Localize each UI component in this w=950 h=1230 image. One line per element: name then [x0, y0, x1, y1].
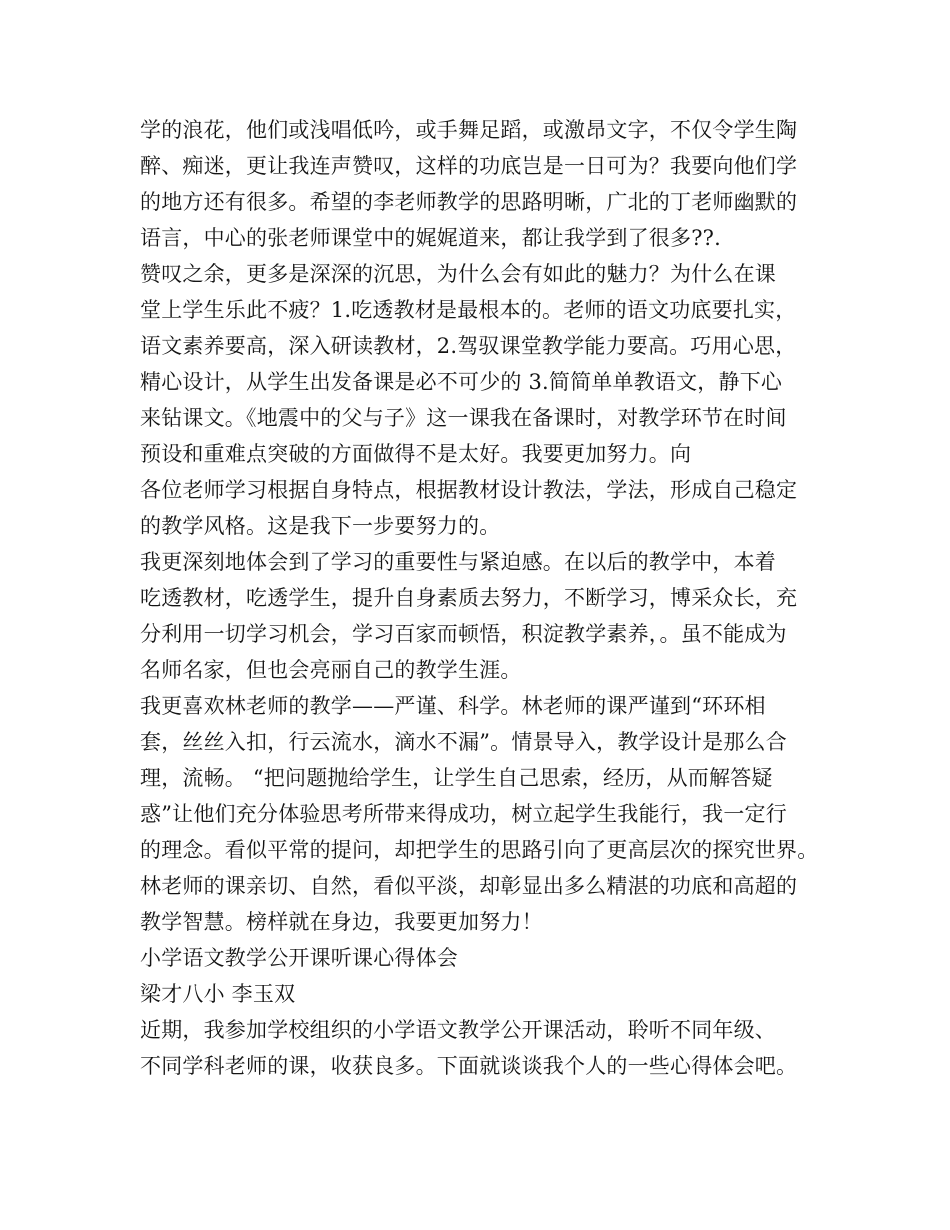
text-line: 教学智慧。榜样就在身边，我要更加努力！: [140, 910, 543, 934]
text-line: 的地方还有很多。希望的李老师教学的思路明晰，广北的丁老师幽默的: [140, 190, 798, 214]
text-line: 惑”让他们充分体验思考所带来得成功，树立起学生我能行，我一定行: [140, 802, 787, 826]
text-line: 堂上学生乐此不疲？1.吃透教材是最根本的。老师的语文功底要扎实，: [140, 298, 797, 322]
text-line: 林老师的课亲切、自然，看似平淡，却彰显出多么精湛的功底和高超的: [140, 874, 798, 898]
text-line: 套，丝丝入扣，行云流水，滴水不漏”。情景导入，教学设计是那么合: [140, 730, 787, 754]
text-line: 语文素养要高，深入研读教材，2.驾驭课堂教学能力要高。巧用心思，: [140, 334, 797, 358]
text-line: 的教学风格。这是我下一步要努力的。: [140, 514, 501, 538]
text-line: 醉、痴迷，更让我连声赞叹，这样的功底岂是一日可为？我要向他们学: [140, 154, 798, 178]
text-line: 预设和重难点突破的方面做得不是太好。我要更加努力。向: [140, 442, 692, 466]
text-line: 语言，中心的张老师课堂中的娓娓道来，都让我学到了很多??.: [140, 226, 721, 250]
text-line: 近期，我参加学校组织的小学语文教学公开课活动，聆听不同年级、: [140, 1018, 776, 1042]
text-line: 吃透教材，吃透学生，提升自身素质去努力，不断学习，博采众长，充: [140, 586, 798, 610]
text-line: 精心设计，从学生出发备课是必不可少的 3.简简单单教语文，静下心: [140, 370, 783, 394]
text-line: 我更深刻地体会到了学习的重要性与紧迫感。在以后的教学中，本着: [140, 550, 776, 574]
author-line: 梁才八小 李玉双: [140, 982, 296, 1006]
text-line: 分利用一切学习机会，学习百家而顿悟，积淀教学素养，。虽不能成为: [140, 622, 787, 646]
text-line: 的理念。看似平常的提问，却把学生的思路引向了更高层次的探究世界。: [140, 838, 819, 862]
text-line: 各位老师学习根据自身特点，根据教材设计教法，学法，形成自己稳定: [140, 478, 798, 502]
text-line: 我更喜欢林老师的教学——严谨、科学。林老师的课严谨到“环环相: [140, 694, 766, 718]
text-line: 理，流畅。 “把问题抛给学生，让学生自己思索，经历，从而解答疑: [140, 766, 773, 790]
text-line: 来钻课文。《地震中的父与子》这一课我在备课时，对教学环节在时间: [140, 406, 787, 430]
text-line: 不同学科老师的课，收获良多。下面就谈谈我个人的一些心得体会吧。: [140, 1054, 798, 1078]
text-line: 名师名家，但也会亮丽自己的教学生涯。: [140, 658, 522, 682]
text-line: 学的浪花，他们或浅唱低吟，或手舞足蹈，或激昂文字，不仅令学生陶: [140, 118, 798, 142]
section-title: 小学语文教学公开课听课心得体会: [140, 946, 458, 970]
text-line: 赞叹之余，更多是深深的沉思，为什么会有如此的魅力？为什么在课: [140, 262, 776, 286]
